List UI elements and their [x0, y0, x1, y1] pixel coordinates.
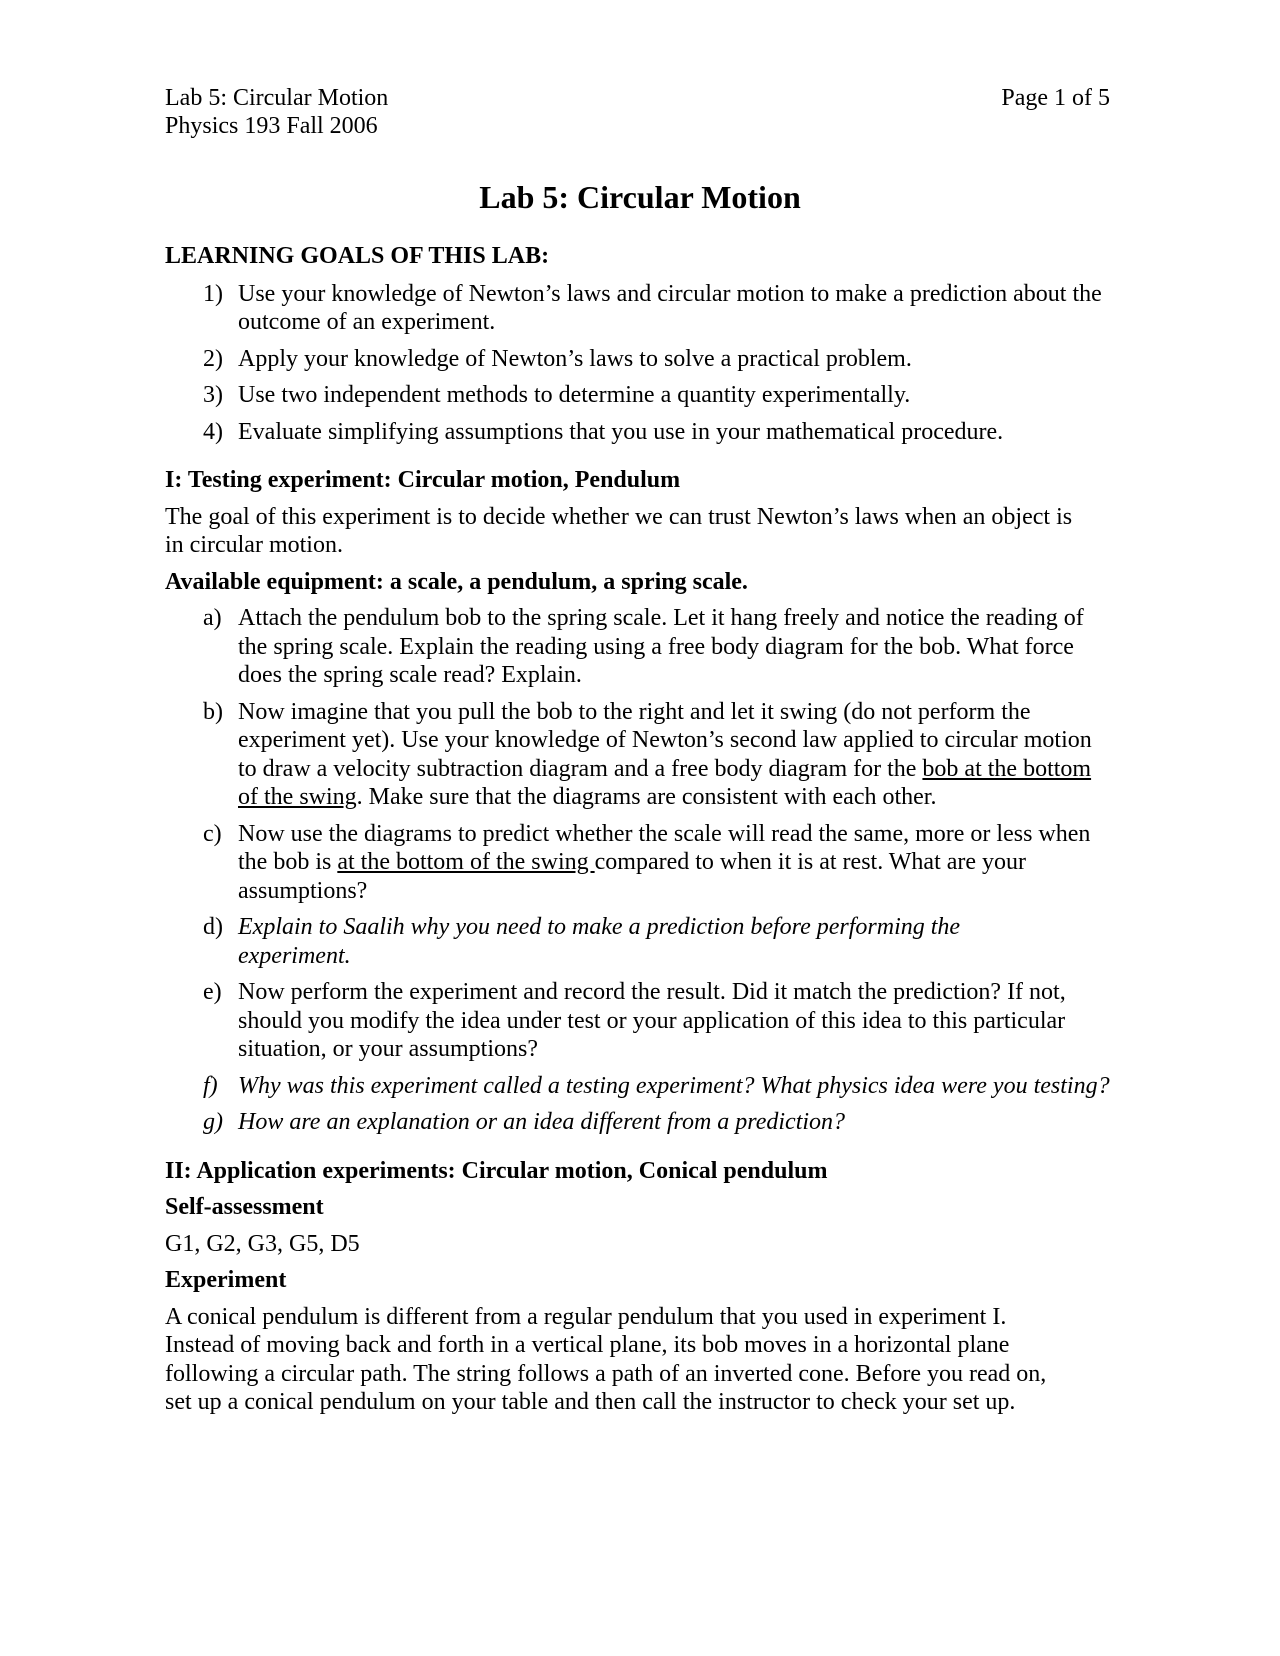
goal-text: Use your knowledge of Newton’s laws and circular motion to make a prediction about the outcome of an experiment.: [238, 280, 1102, 335]
item-marker: g): [203, 1109, 223, 1135]
item-text: Explain to Saalih why you need to make a prediction before performing the experiment.: [238, 914, 961, 969]
goal-item: [165, 381, 1115, 410]
item-text: Attach the pendulum bob to the spring scale. Let it hang freely and notice the reading of the spring scale. Explain the reading using a free body diagram for the bob. What force does the spring scale read? Explain.: [238, 605, 1084, 688]
goal-item: [165, 418, 1115, 447]
procedure-item-f: [165, 1072, 1115, 1101]
item-marker: e): [203, 979, 222, 1005]
item-marker: d): [203, 914, 223, 940]
procedure-list: [165, 604, 1115, 1137]
item-text: How are an explanation or an idea different from a prediction?: [238, 1109, 846, 1135]
goal-text: Apply your knowledge of Newton’s laws to solve a practical problem.: [238, 345, 912, 372]
running-header-left: [165, 84, 388, 140]
procedure-item-d: [165, 913, 1115, 970]
item-marker: c): [203, 820, 222, 847]
page-title: Lab 5: Circular Motion: [479, 179, 801, 215]
goals-list: [165, 280, 1115, 447]
underlined-phrase: bob at the bottom of the swing: [238, 755, 1092, 810]
goal-number: 3): [203, 382, 223, 408]
goal-number: 1): [203, 280, 223, 307]
goals-heading: LEARNING GOALS OF THIS LAB:: [165, 243, 550, 269]
item-text: Now use the diagrams to predict whether the scale will read the same, more or less when the bob is: [238, 820, 1091, 875]
underlined-phrase: at the bottom of the swing: [337, 849, 595, 875]
item-marker: b): [203, 698, 223, 725]
equipment-line: Available equipment: a scale, a pendulum, a spring scale.: [165, 568, 748, 595]
item-text: Why was this experiment called a testing experiment? What physics idea were you testing?: [238, 1072, 1110, 1099]
experiment-heading: Experiment: [165, 1267, 287, 1293]
item-text: Now perform the experiment and record the result. Did it match the prediction? If not, should you modify the idea under test or your application of this idea to this particular situation, or your assumptions?: [238, 979, 1066, 1062]
goal-text: Use two independent methods to determine a quantity experimentally.: [238, 382, 911, 408]
procedure-item-e: [165, 978, 1115, 1064]
self-assessment-text: G1, G2, G3, G5, D5: [165, 1230, 360, 1257]
item-text: . Make sure that the diagrams are consistent with each other.: [356, 784, 937, 810]
goal-number: 4): [203, 418, 223, 445]
item-marker: f): [203, 1072, 218, 1099]
procedure-item-g: [165, 1108, 1115, 1137]
header-page-number: Page 1 of 5: [1001, 85, 1110, 111]
procedure-item-a: [165, 604, 1115, 690]
header-course: Physics 193 Fall 2006: [165, 113, 378, 139]
goal-item: [165, 280, 1115, 337]
section2-heading: II: Application experiments: Circular motion, Conical pendulum: [165, 1157, 828, 1184]
document-body: [165, 242, 1115, 1417]
item-text: compared to when it is at rest. What are your assumptions?: [238, 849, 1027, 904]
section1-heading: I: Testing experiment: Circular motion, Pendulum: [165, 467, 681, 493]
self-assessment-heading: Self-assessment: [165, 1194, 324, 1220]
goal-text: Evaluate simplifying assumptions that you use in your mathematical procedure.: [238, 418, 1004, 445]
goal-item: [165, 345, 1115, 374]
section1-intro: The goal of this experiment is to decide whether we can trust Newton’s laws when an object is in circular motion.: [165, 503, 1073, 558]
experiment-text: A conical pendulum is different from a regular pendulum that you used in experiment I. Instead of moving back and forth in a vertical plane, its bob moves in a horizontal plane following a circular path. The string follows a path of an inverted cone. Before you read on, set up a conical pendulum on your table and then call the instructor to check your set up.: [165, 1303, 1047, 1415]
goal-number: 2): [203, 345, 223, 372]
item-text: Now imagine that you pull the bob to the right and let it swing (do not perform the experiment yet). Use your knowledge of Newton’s second law applied to circular motion to draw a velocity subtraction diagram and a free body diagram for the: [238, 698, 1092, 782]
header-lab-title: Lab 5: Circular Motion: [165, 85, 389, 111]
procedure-item-b: [165, 698, 1115, 812]
item-marker: a): [203, 605, 222, 631]
procedure-item-c: [165, 820, 1115, 906]
